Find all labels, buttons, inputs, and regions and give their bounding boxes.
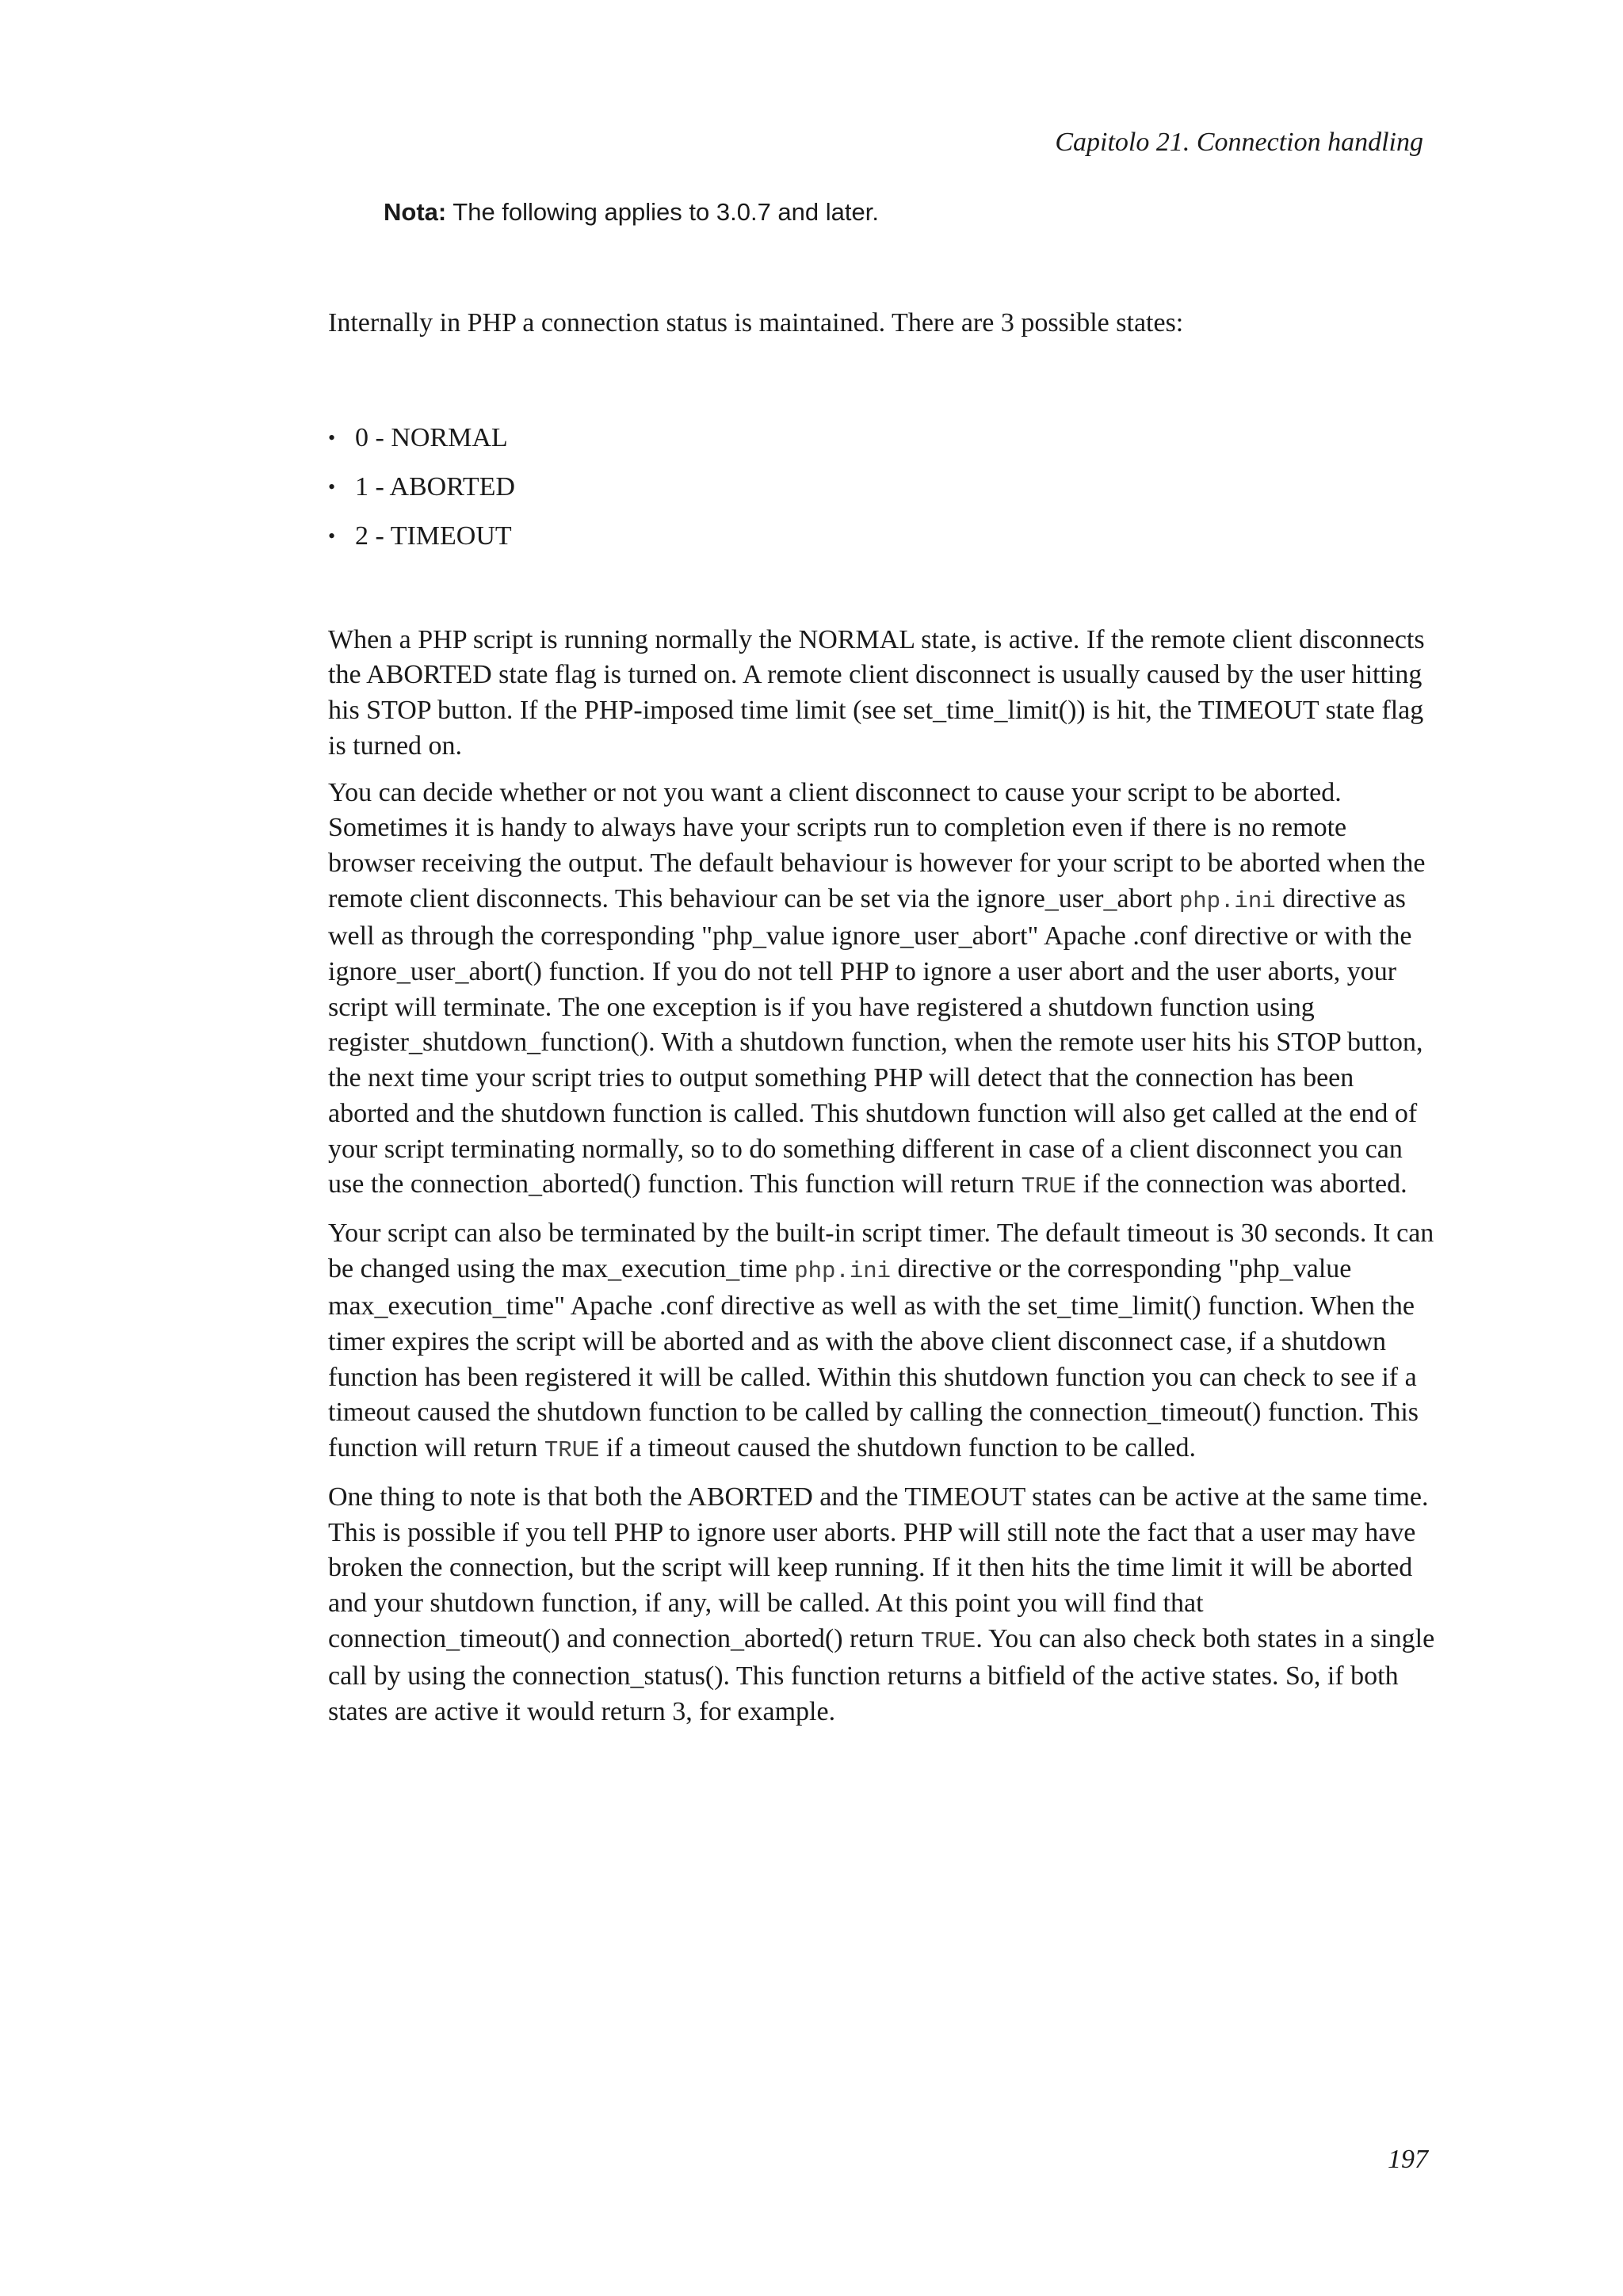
paragraph-text: if a timeout caused the shutdown function to be called. bbox=[599, 1433, 1197, 1463]
intro-paragraph: Internally in PHP a connection status is maintained. There are 3 possible states: bbox=[328, 308, 1184, 338]
state-label: 0 - NORMAL bbox=[355, 422, 508, 452]
paragraph-text: directive as well as through the corresponding "php_value ignore_user_abort" Apache .conf directive or with the ignore_user_abort() function. If you do not tell PHP to ignore a user abort and the user aborts, your script will terminate. The one exception is if you have registered a shutdown function using register_shutdown_function(). With a shutdown function, when the remote user hits his STOP button, the next time your script tries to output something PHP will detect that the connection has been aborted and the shutdown function is called. This shutdown function will also get called at the end of your script terminating normally, so to do something different in case of a client disconnect you can use the connection_aborted() function. This function will return bbox=[328, 883, 1423, 1199]
paragraph-states-description: When a PHP script is running normally the NORMAL state, is active. If the remote client disconnects the ABORTED state flag is turned on. A remote client disconnect is usually caused by the user hitting his STOP button. If the PHP-imposed time limit (see set_time_limit()) is hit, the TIMEOUT state flag is turned on. bbox=[328, 624, 1425, 761]
bullet-icon: • bbox=[328, 425, 336, 449]
page-number: 197 bbox=[1388, 2145, 1428, 2174]
list-item bbox=[328, 421, 1438, 470]
paragraph-script-timer bbox=[328, 1216, 1438, 1469]
paragraph-client-disconnect bbox=[328, 776, 1438, 1205]
note-label: Nota: bbox=[384, 198, 447, 226]
bullet-icon: • bbox=[328, 475, 336, 498]
paragraph-text: . You can also check both states in a single call by using the connection_status(). This function returns a bitfield of the active states. So, if both states are active it would return 3, for example. bbox=[328, 1623, 1435, 1727]
inline-code: TRUE bbox=[920, 1627, 976, 1654]
running-header: Capitolo 21. Connection handling bbox=[1055, 128, 1423, 157]
state-label: 1 - ABORTED bbox=[355, 471, 515, 502]
note-text: The following applies to 3.0.7 and later. bbox=[446, 198, 879, 226]
inline-code: TRUE bbox=[544, 1437, 600, 1464]
state-label: 2 - TIMEOUT bbox=[355, 521, 512, 551]
list-item bbox=[328, 519, 1438, 568]
list-item bbox=[328, 470, 1438, 519]
bullet-icon: • bbox=[328, 524, 336, 547]
paragraph-both-states bbox=[328, 1480, 1438, 1730]
inline-code: php.ini bbox=[794, 1257, 892, 1284]
paragraph-text: if the connection was aborted. bbox=[1076, 1169, 1407, 1199]
paragraph-text: You can decide whether or not you want a client disconnect to cause your script to be aborted. Sometimes it is handy to always have your scripts run to completion even if there is no remote browser receiving the output. The default behaviour is however for your script to be aborted when the remote client disconnects. This behaviour can be set via the ignore_user_abort bbox=[328, 777, 1426, 913]
note bbox=[384, 196, 879, 228]
main-content bbox=[328, 306, 1438, 1741]
paragraph-text: Your script can also be terminated by the built-in script timer. The default timeout is 30 seconds. It can be changed using the max_execution_time bbox=[328, 1218, 1434, 1283]
inline-code: TRUE bbox=[1021, 1173, 1077, 1200]
connection-states-list bbox=[328, 421, 1438, 568]
paragraph-text: One thing to note is that both the ABORTED and the TIMEOUT states can be active at the same time. This is possible if you tell PHP to ignore user aborts. PHP will still note the fact that a user may have broken the connection, but the script will keep running. If it then hits the time limit it will be aborted and your shutdown function, if any, will be called. At this point you will find that connection_timeout() and connection_aborted() return bbox=[328, 1482, 1429, 1653]
inline-code: php.ini bbox=[1178, 887, 1276, 914]
paragraph-text: directive or the corresponding "php_value max_execution_time" Apache .conf directive as well as with the set_time_limit() function. When the timer expires the script will be aborted and as with the above client disconnect case, if a shutdown function has been registered it will be called. Within this shutdown function you can check to see if a timeout caused the shutdown function to be called by calling the connection_timeout() function. This function will return bbox=[328, 1253, 1419, 1463]
